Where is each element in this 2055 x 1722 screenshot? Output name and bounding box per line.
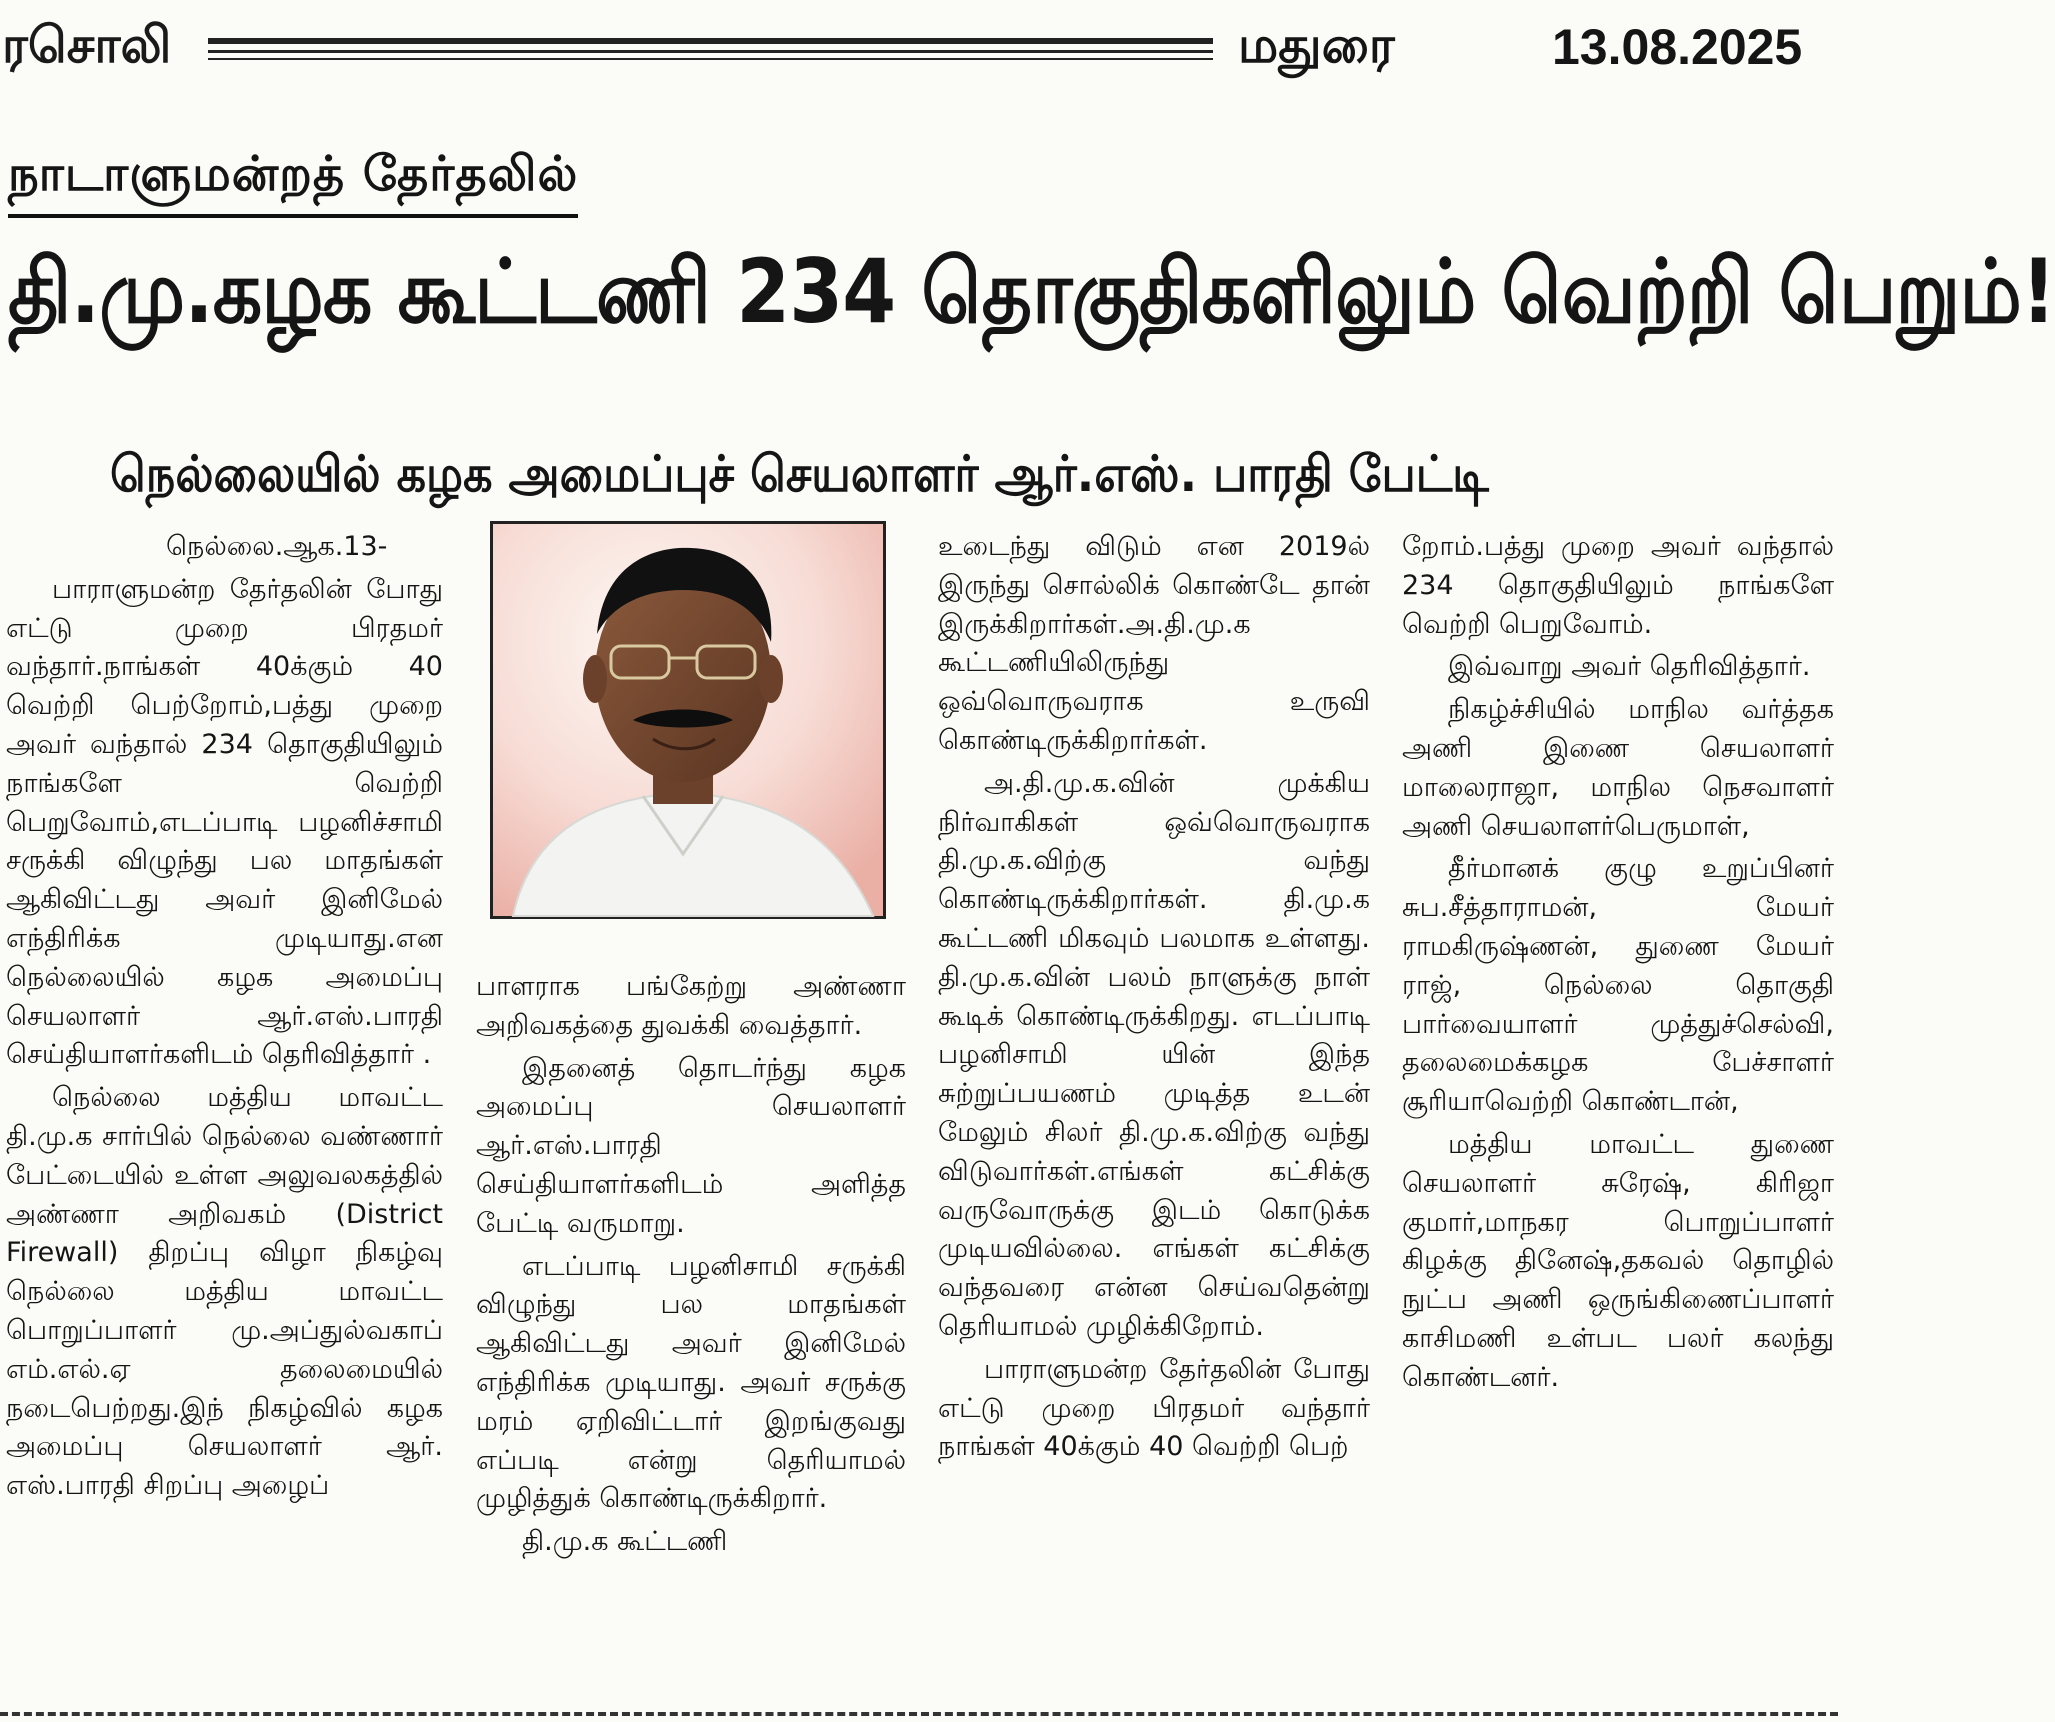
newspaper-name: ரசொலி <box>2 16 172 74</box>
article-column-1 <box>6 528 443 1506</box>
article-paragraph: இதனைத் தொடர்ந்து கழக அமைப்பு செயலாளர் ஆர்.எஸ்.பாரதி செய்தியாளர்களிடம் அளித்த பேட்டி வருமாறு. <box>476 1052 906 1239</box>
article-column-3 <box>938 528 1370 1467</box>
bottom-divider <box>0 1712 1838 1716</box>
masthead-rule <box>208 50 1213 53</box>
article-paragraph: அ.தி.மு.க.வின் முக்கிய நிர்வாகிகள் ஒவ்வொருவராக தி.மு.க.விற்கு வந்து கொண்டிருக்கிறார்கள். தி.மு.க கூட்டணி மிகவும் பலமாக உள்ளது. தி.மு.க.வின் பலம் நாளுக்கு நாள் கூடிக் கொண்டிருக்கிறது. எடப்பாடி பழனிசாமி யின் இந்த சுற்றுப்பயணம் முடித்த உடன் மேலும் சிலர் தி.மு.க.விற்கு வந்து விடுவார்கள்.எங்கள் கட்சிக்கு வருவோருக்கு இடம் கொடுக்க முடியவில்லை. எங்கள் கட்சிக்கு வந்தவரை என்ன செய்வதென்று தெரியாமல் முழிக்கிறோம். <box>938 767 1370 1342</box>
article-paragraph: எடப்பாடி பழனிசாமி சருக்கி விழுந்து பல மாதங்கள் ஆகிவிட்டது அவர் இனிமேல் எந்திரிக்க முடியாது. அவர் சருக்கு மரம் ஏறிவிட்டார் இறங்குவது எப்படி என்று தெரியாமல் முழித்துக் கொண்டிருக்கிறார். <box>476 1250 906 1515</box>
article-headline: தி.மு.கழக கூட்டணி 234 தொகுதிகளிலும் வெற்றி பெறும்! <box>8 240 2055 343</box>
masthead <box>0 0 1838 90</box>
edition-city: மதுரை <box>1238 16 1395 74</box>
article-column-2 <box>476 968 906 1562</box>
article-paragraph: மத்திய மாவட்ட துணை செயலாளர் சுரேஷ், கிரிஜா குமார்,மாநகர பொறுப்பாளர் கிழக்கு தினேஷ்,தகவல் தொழில் நுட்ப அணி ஒருங்கிணைப்பாளர் காசிமணி உள்பட பலர் கலந்து கொண்டனர். <box>1402 1128 1834 1393</box>
masthead-rule <box>208 38 1213 44</box>
masthead-rule <box>208 58 1213 60</box>
article-dateline: நெல்லை.ஆக.13- <box>166 531 388 562</box>
article-subheadline: நெல்லையில் கழக அமைப்புச் செயலாளர் ஆர்.எஸ். பாரதி பேட்டி <box>110 445 1489 503</box>
article-kicker: நாடாளுமன்றத் தேர்தலில் <box>8 146 578 218</box>
article-paragraph: நிகழ்ச்சியில் மாநில வர்த்தக அணி இணை செயலாளர் மாலைராஜா, மாநில நெசவாளர் அணி செயலாளர்பெருமாள், <box>1402 694 1834 842</box>
article-paragraph: தீர்மானக் குழு உறுப்பினர் சுப.சீத்தாராமன், மேயர் ராமகிருஷ்ணன், துணை மேயர் ராஜ், நெல்லை தொகுதி பார்வையாளர் முத்துச்செல்வி, தலைமைக்கழக பேச்சாளர் சூரியாவெற்றி கொண்டான், <box>1402 853 1834 1118</box>
edition-date: 13.08.2025 <box>1552 19 1803 75</box>
article-column-4 <box>1402 528 1834 1398</box>
portrait-illustration <box>493 524 883 916</box>
article-paragraph: தி.மு.க கூட்டணி <box>522 1526 728 1558</box>
article-paragraph: பாளராக பங்கேற்று அண்ணா அறிவகத்தை துவக்கி வைத்தார். <box>476 971 906 1041</box>
article-paragraph: பாராளுமன்ற தேர்தலின் போது எட்டு முறை பிரதமர் வந்தார்.நாங்கள் 40க்கும் 40 வெற்றி பெற்றோம்,பத்து முறை அவர் வந்தால் 234 தொகுதியிலும் நாங்களே வெற்றி பெறுவோம்,எடப்பாடி பழனிச்சாமி சருக்கி விழுந்து பல மாதங்கள் ஆகிவிட்டது அவர் இனிமேல் எந்திரிக்க முடியாது.என நெல்லையில் கழக அமைப்பு செயலாளர் ஆர்.எஸ்.பாரதி செய்தியாளர்களிடம் தெரிவித்தார் . <box>6 573 443 1071</box>
article-paragraph: றோம்.பத்து முறை அவர் வந்தால் 234 தொகுதியிலும் நாங்களே வெற்றி பெறுவோம். <box>1402 531 1834 640</box>
article-paragraph: பாராளுமன்ற தேர்தலின் போது எட்டு முறை பிரதமர் வந்தார் நாங்கள் 40க்கும் 40 வெற்றி பெற் <box>938 1353 1370 1463</box>
article-paragraph: இவ்வாறு அவர் தெரிவித்தார். <box>1448 651 1811 683</box>
article-paragraph: நெல்லை மத்திய மாவட்ட தி.மு.க சார்பில் நெல்லை வண்ணார் பேட்டையில் உள்ள அலுவலகத்தில் அண்ணா அறிவகம் (District Firewall) திறப்பு விழா நிகழ்வு நெல்லை மத்திய மாவட்ட பொறுப்பாளர் மு.அப்துல்வகாப் எம்.எல்.ஏ தலைமையில் நடைபெற்றது.இந் நிகழ்வில் கழக அமைப்பு செயலாளர் ஆர். எஸ்.பாரதி சிறப்பு அழைப் <box>6 1082 443 1502</box>
portrait-photo <box>490 521 886 919</box>
article-paragraph: உடைந்து விடும் என 2019ல் இருந்து சொல்லிக் கொண்டே தான் இருக்கிறார்கள்.அ.தி.மு.க கூட்டணியிலிருந்து ஒவ்வொருவராக உருவி கொண்டிருக்கிறார்கள். <box>938 531 1370 756</box>
